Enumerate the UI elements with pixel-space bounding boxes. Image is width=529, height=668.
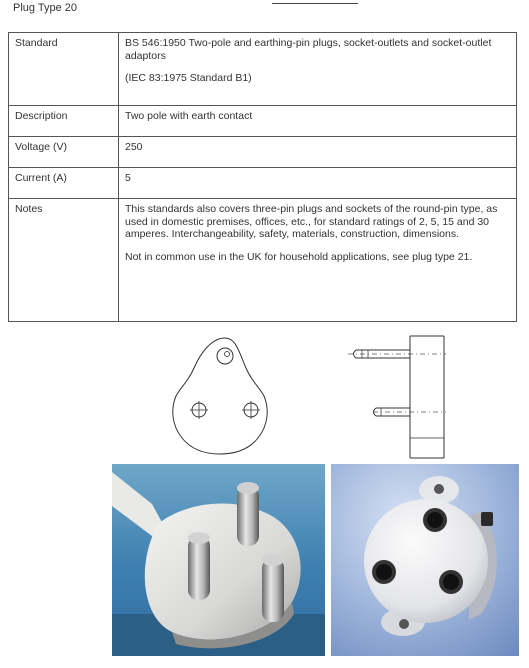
row-value <box>119 137 517 168</box>
row-label: Current (A) <box>9 168 119 199</box>
row-label: Voltage (V) <box>9 137 119 168</box>
row-value <box>119 33 517 106</box>
plug-front-drawing <box>168 334 278 460</box>
table-row <box>9 106 517 137</box>
row-label: Notes <box>9 199 119 322</box>
table-row <box>9 137 517 168</box>
row-value <box>119 168 517 199</box>
table-row <box>9 199 517 322</box>
value-line: 250 <box>125 141 143 153</box>
top-rule <box>272 3 358 4</box>
value-line: Two pole with earth contact <box>125 110 253 122</box>
value-line: BS 546:1950 Two-pole and earthing-pin plugs, socket-outlets and socket-outlet adaptors <box>125 37 492 62</box>
table-row <box>9 168 517 199</box>
value-line: 5 <box>125 172 131 184</box>
row-label: Standard <box>9 33 119 106</box>
table-row <box>9 33 517 106</box>
plug-side-drawing <box>348 334 448 462</box>
plug-photo <box>112 464 325 656</box>
page-heading: Plug Type 20 <box>13 2 78 14</box>
spec-table <box>8 32 517 322</box>
row-value <box>119 106 517 137</box>
value-line: (IEC 83:1975 Standard B1) <box>125 72 252 85</box>
row-label: Description <box>9 106 119 137</box>
value-line: This standards also covers three-pin plugs and sockets of the round-pin type, as used in domestic premises, offices, etc., for standard ratings of 2, 5, 15 and 30 amperes. Interchangeability, safety, materials, construction, dimensions. <box>125 203 498 241</box>
row-value <box>119 199 517 322</box>
socket-photo <box>331 464 519 656</box>
value-line: Not in common use in the UK for household applications, see plug type 21. <box>125 250 473 263</box>
